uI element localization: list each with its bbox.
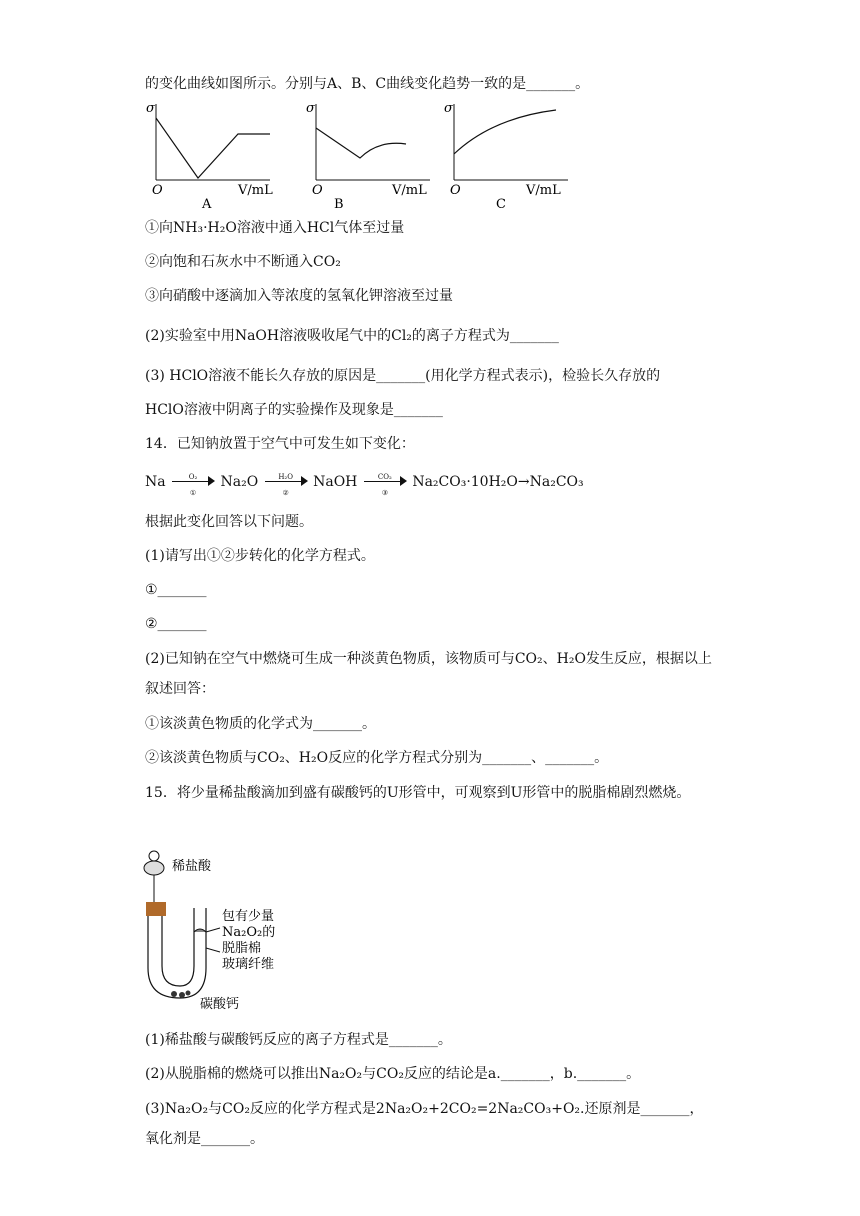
arrow-reagent: CO₂ (377, 473, 392, 481)
funnel (144, 861, 164, 875)
arrow-step2 (263, 473, 309, 497)
y-label: σ (146, 101, 155, 116)
arrow-step: ② (282, 489, 289, 497)
origin-label: O (450, 183, 461, 198)
label-acid: 稀盐酸 (172, 859, 212, 874)
option-3: ③向硝酸中逐滴加入等浓度的氢氧化钾溶液至过量 (145, 288, 453, 304)
option-2: ②向饱和石灰水中不断通入CO₂ (145, 254, 341, 270)
curve-b (316, 128, 406, 158)
curve-c (454, 110, 556, 154)
q14-title: 14．已知钠放置于空气中可发生如下变化： (145, 436, 415, 452)
q14-prompt: 根据此变化回答以下问题。 (145, 514, 313, 530)
q14-part1: (1)请写出①②步转化的化学方程式。 (145, 548, 375, 564)
arrow-step3 (362, 473, 408, 497)
graph-a (138, 98, 278, 210)
arrow-reagent: H₂O (278, 473, 293, 481)
arrow-step1 (170, 473, 216, 497)
graph-b (298, 98, 438, 210)
q14-blank1: ①_______ (145, 582, 207, 598)
label-caco3: 碳酸钙 (200, 997, 240, 1012)
chain-naoh: NaOH (313, 474, 358, 490)
u-tube-apparatus (140, 848, 290, 1018)
q15-title: 15．将少量稀盐酸滴加到盛有碳酸钙的U形管中，可观察到U形管中的脱脂棉剧烈燃烧。 (145, 785, 691, 801)
chain-tail: Na₂CO₃·10H₂O→Na₂CO₃ (412, 474, 584, 490)
cotton (194, 929, 206, 932)
option-1: ①向NH₃·H₂O溶液中通入HCl气体至过量 (145, 220, 405, 236)
curve-a (156, 118, 270, 178)
chain-na: Na (145, 474, 166, 490)
chain-na2o: Na₂O (220, 474, 259, 490)
q13-part3-line1: (3) HClO溶液不能长久存放的原因是_______(用化学方程式表示)，检验长久存放的 (145, 368, 661, 384)
q15-part3: (3)Na₂O₂与CO₂反应的化学方程式是2Na₂O₂+2CO₂=2Na₂CO₃+O₂.还原剂是_______，氧化剂是_______。 (145, 1101, 704, 1147)
q14-blank2: ②_______ (145, 616, 207, 632)
q13-part3-line2: HClO溶液中阴离子的实验操作及现象是_______ (145, 402, 443, 418)
q14-part2: (2)已知钠在空气中燃烧可生成一种淡黄色物质，该物质可与CO₂、H₂O发生反应，根据以上叙述回答： (145, 651, 712, 697)
x-label: V/mL (526, 183, 561, 198)
origin-label: O (312, 183, 323, 198)
graph-c (436, 98, 576, 210)
arrow-step: ③ (381, 489, 388, 497)
sodium-chain (145, 472, 584, 497)
label-cotton2: Na₂O₂的 (222, 925, 276, 940)
graph-caption: C (496, 197, 506, 210)
graph-caption: B (334, 197, 344, 210)
y-label: σ (444, 101, 453, 116)
label-glass: 玻璃纤维 (222, 957, 275, 972)
q14-part2a: ①该淡黄色物质的化学式为_______。 (145, 716, 376, 732)
label-cotton3: 脱脂棉 (222, 941, 262, 956)
label-cotton1: 包有少量 (222, 909, 275, 924)
q13-part2: (2)实验室中用NaOH溶液吸收尾气中的Cl₂的离子方程式为_______ (145, 328, 559, 344)
x-label: V/mL (238, 183, 273, 198)
origin-label: O (152, 183, 163, 198)
arrow-reagent: O₂ (188, 473, 198, 481)
q15-part1: (1)稀盐酸与碳酸钙反应的离子方程式是_______。 (145, 1032, 452, 1048)
x-label: V/mL (392, 183, 427, 198)
arrow-step: ① (189, 489, 197, 497)
stopper (146, 902, 166, 916)
graph-caption: A (202, 197, 212, 210)
y-label: σ (306, 101, 315, 116)
q15-part2: (2)从脱脂棉的燃烧可以推出Na₂O₂与CO₂反应的结论是a._______，b._______。 (145, 1066, 641, 1082)
intro-line: 的变化曲线如图所示。分别与A、B、C曲线变化趋势一致的是_______。 (145, 76, 590, 92)
q14-part2b: ②该淡黄色物质与CO₂、H₂O反应的化学方程式分别为_______、_______。 (145, 750, 609, 766)
